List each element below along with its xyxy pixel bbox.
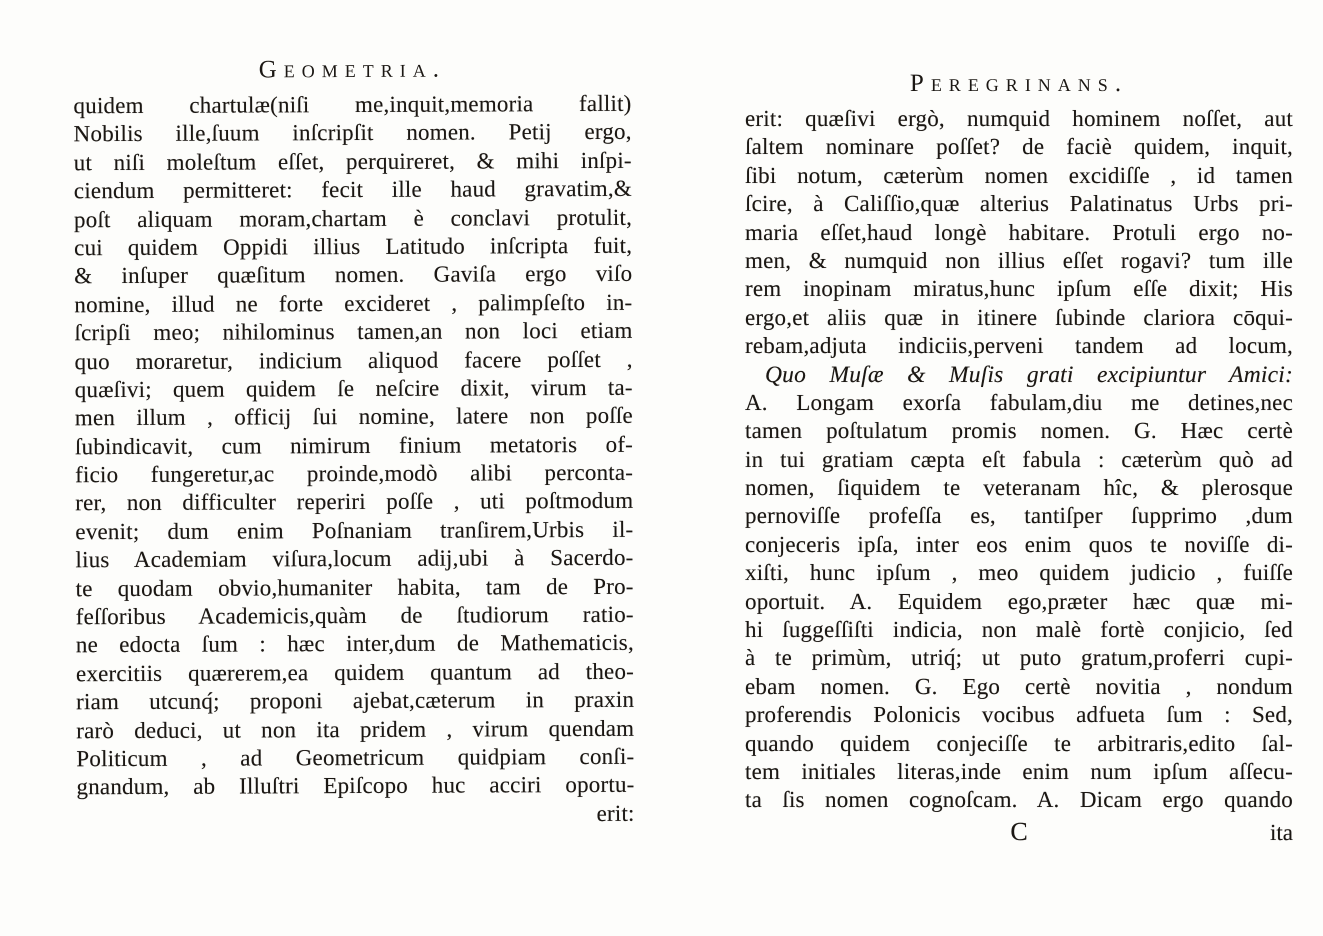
- text-line: lius Academiam viſura,locum adij,ubi à Sacerdo-: [75, 545, 634, 573]
- text-line: gnandum, ab Illuſtri Epiſcopo huc acciri oportu-: [76, 772, 635, 800]
- text-line: riam utcunq́; proponi ajebat,cæterum in praxin: [76, 686, 635, 715]
- catchword: ita: [1270, 819, 1294, 845]
- text-line: ſaltem nominare poſſet? de faciè quidem, inquit,: [745, 134, 1293, 160]
- text-line: ne edocta ſum : hæc inter,dum de Mathematicis,: [75, 630, 634, 658]
- page-footer: [745, 817, 1293, 848]
- text-line: rebam,adjuta indiciis,perveni tandem ad locum,: [745, 333, 1293, 359]
- text-line: ergo,et aliis quæ in itinere ſubinde clariora cōqui-: [745, 304, 1293, 330]
- catchword: erit:: [596, 800, 635, 826]
- text-line: A. Longam exorſa fabulam,diu me detines,nec: [745, 389, 1293, 415]
- text-line: quando quidem conjeciſſe te arbitraris,edito ſal-: [745, 730, 1293, 756]
- text-line: te quodam obvio,humaniter habita, tam de Pro-: [75, 573, 634, 601]
- text-line: quo moraretur, indicium aliquod facere poſſet ,: [74, 346, 633, 374]
- text-line: à te primùm, utriq́; ut puto gratum,proferri cupi-: [745, 645, 1293, 671]
- text-line: rem inopinam miratus,hunc ipſum eſſe dixit; His: [745, 276, 1293, 302]
- text-line: xiſti, hunc ipſum , meo quidem judicio , fuiſſe: [745, 560, 1293, 586]
- text-line: nomine, illud ne forte excideret , palimpſeſto in-: [74, 289, 633, 317]
- text-line: rarò deduci, ut non ita pridem , virum quendam: [76, 715, 635, 743]
- text-line: maria eſſet,haud longè habitare. Protuli ergo no-: [745, 219, 1293, 245]
- text-line: ſcripſi meo; nihilominus tamen,an non loci etiam: [74, 317, 633, 346]
- text-line: in tui gratiam cæpta eſt fabula : cæterùm quò ad: [745, 446, 1293, 472]
- text-line: ta ſis nomen cognoſcam. A. Dicam ergo quando: [745, 787, 1293, 813]
- text-line: quidem chartulæ(niſi me,inquit,memoria fallit): [73, 90, 632, 119]
- text-line: pernoviſſe profeſſa es, tantiſper ſupprimo ,dum: [745, 503, 1293, 529]
- text-line: evenit; dum enim Poſnaniam tranſirem,Urbis il-: [75, 516, 634, 545]
- text-line: feſſoribus Academicis,quàm de ſtudiorum ratio-: [75, 601, 634, 630]
- text-line: proferendis Polonicis vocibus adfueta ſum : Sed,: [745, 702, 1293, 728]
- text-line: quæſivi; quem quidem ſe neſcire dixit, virum ta-: [74, 374, 633, 403]
- italic-heading-line: Quo Muſæ & Muſis grati excipiuntur Amici:: [765, 361, 1293, 388]
- text-line: ciendum permitteret: fecit ille haud gravatim,&: [73, 175, 632, 204]
- text-line: Nobilis ille,ſuum inſcripſit nomen. Petij ergo,: [73, 119, 632, 147]
- page-left: [73, 55, 634, 831]
- text-line: poſt aliquam moram,chartam è conclavi protulit,: [73, 204, 633, 232]
- text-line: tamen poſtulatum promis nomen. G. Hæc certè: [745, 418, 1293, 444]
- text-line: ut niſi moleſtum eſſet, perquireret, & mihi inſpi-: [73, 147, 632, 176]
- page-right: [745, 70, 1293, 848]
- text-line: ebam nomen. G. Ego certè novitia , nondum: [745, 673, 1293, 699]
- text-line: ſibi notum, cæterùm nomen excidiſſe , id tamen: [745, 162, 1293, 188]
- text-line: rer, non difficulter reperiri poſſe , uti poſtmodum: [75, 488, 634, 516]
- text-line: men illum , officij ſui nomine, latere non poſſe: [74, 403, 633, 431]
- text-line: Politicum , ad Geometricum quidpiam conſi-: [76, 743, 635, 772]
- text-line: erit: quæſivi ergò, numquid hominem noſſet, aut: [745, 106, 1293, 131]
- text-line: ſubindicavit, cum nimirum finium metatoris of-: [74, 431, 634, 459]
- text-line: tem initiales literas,inde enim num ipſum aſſecu-: [745, 758, 1293, 784]
- text-line: cui quidem Oppidi illius Latitudo inſcripta fuit,: [74, 232, 633, 261]
- text-line: nomen, ſiquidem te veteranam hîc, & plerosque: [745, 475, 1293, 501]
- running-header-right: Peregrinans.: [909, 70, 1129, 97]
- text-line: exercitiis quærerem,ea quidem quantum ad theo-: [75, 658, 635, 687]
- running-header-left: Geometria.: [258, 55, 447, 84]
- text-line: men, & numquid non illius eſſet rogavi? tum ille: [745, 247, 1293, 273]
- text-line: ficio fungeretur,ac proinde,modò alibi perconta-: [75, 459, 634, 488]
- text-line: & inſuper quæſitum nomen. Gaviſa ergo viſo: [74, 261, 633, 289]
- text-line: ſcire, à Caliſſio,quæ alterius Palatinatus Urbs pri-: [745, 191, 1293, 217]
- left-text-block: [73, 90, 634, 831]
- right-text-block: [745, 105, 1293, 848]
- signature-mark: C: [1010, 816, 1028, 846]
- text-line: oportuit. A. Equidem ego,præter hæc quæ mi-: [745, 588, 1293, 614]
- text-line: conjeceris ipſa, inter eos enim quos te noviſſe di-: [745, 531, 1293, 557]
- text-line: hi ſuggeſſiſti indicia, non malè fortè conjicio, ſed: [745, 617, 1293, 643]
